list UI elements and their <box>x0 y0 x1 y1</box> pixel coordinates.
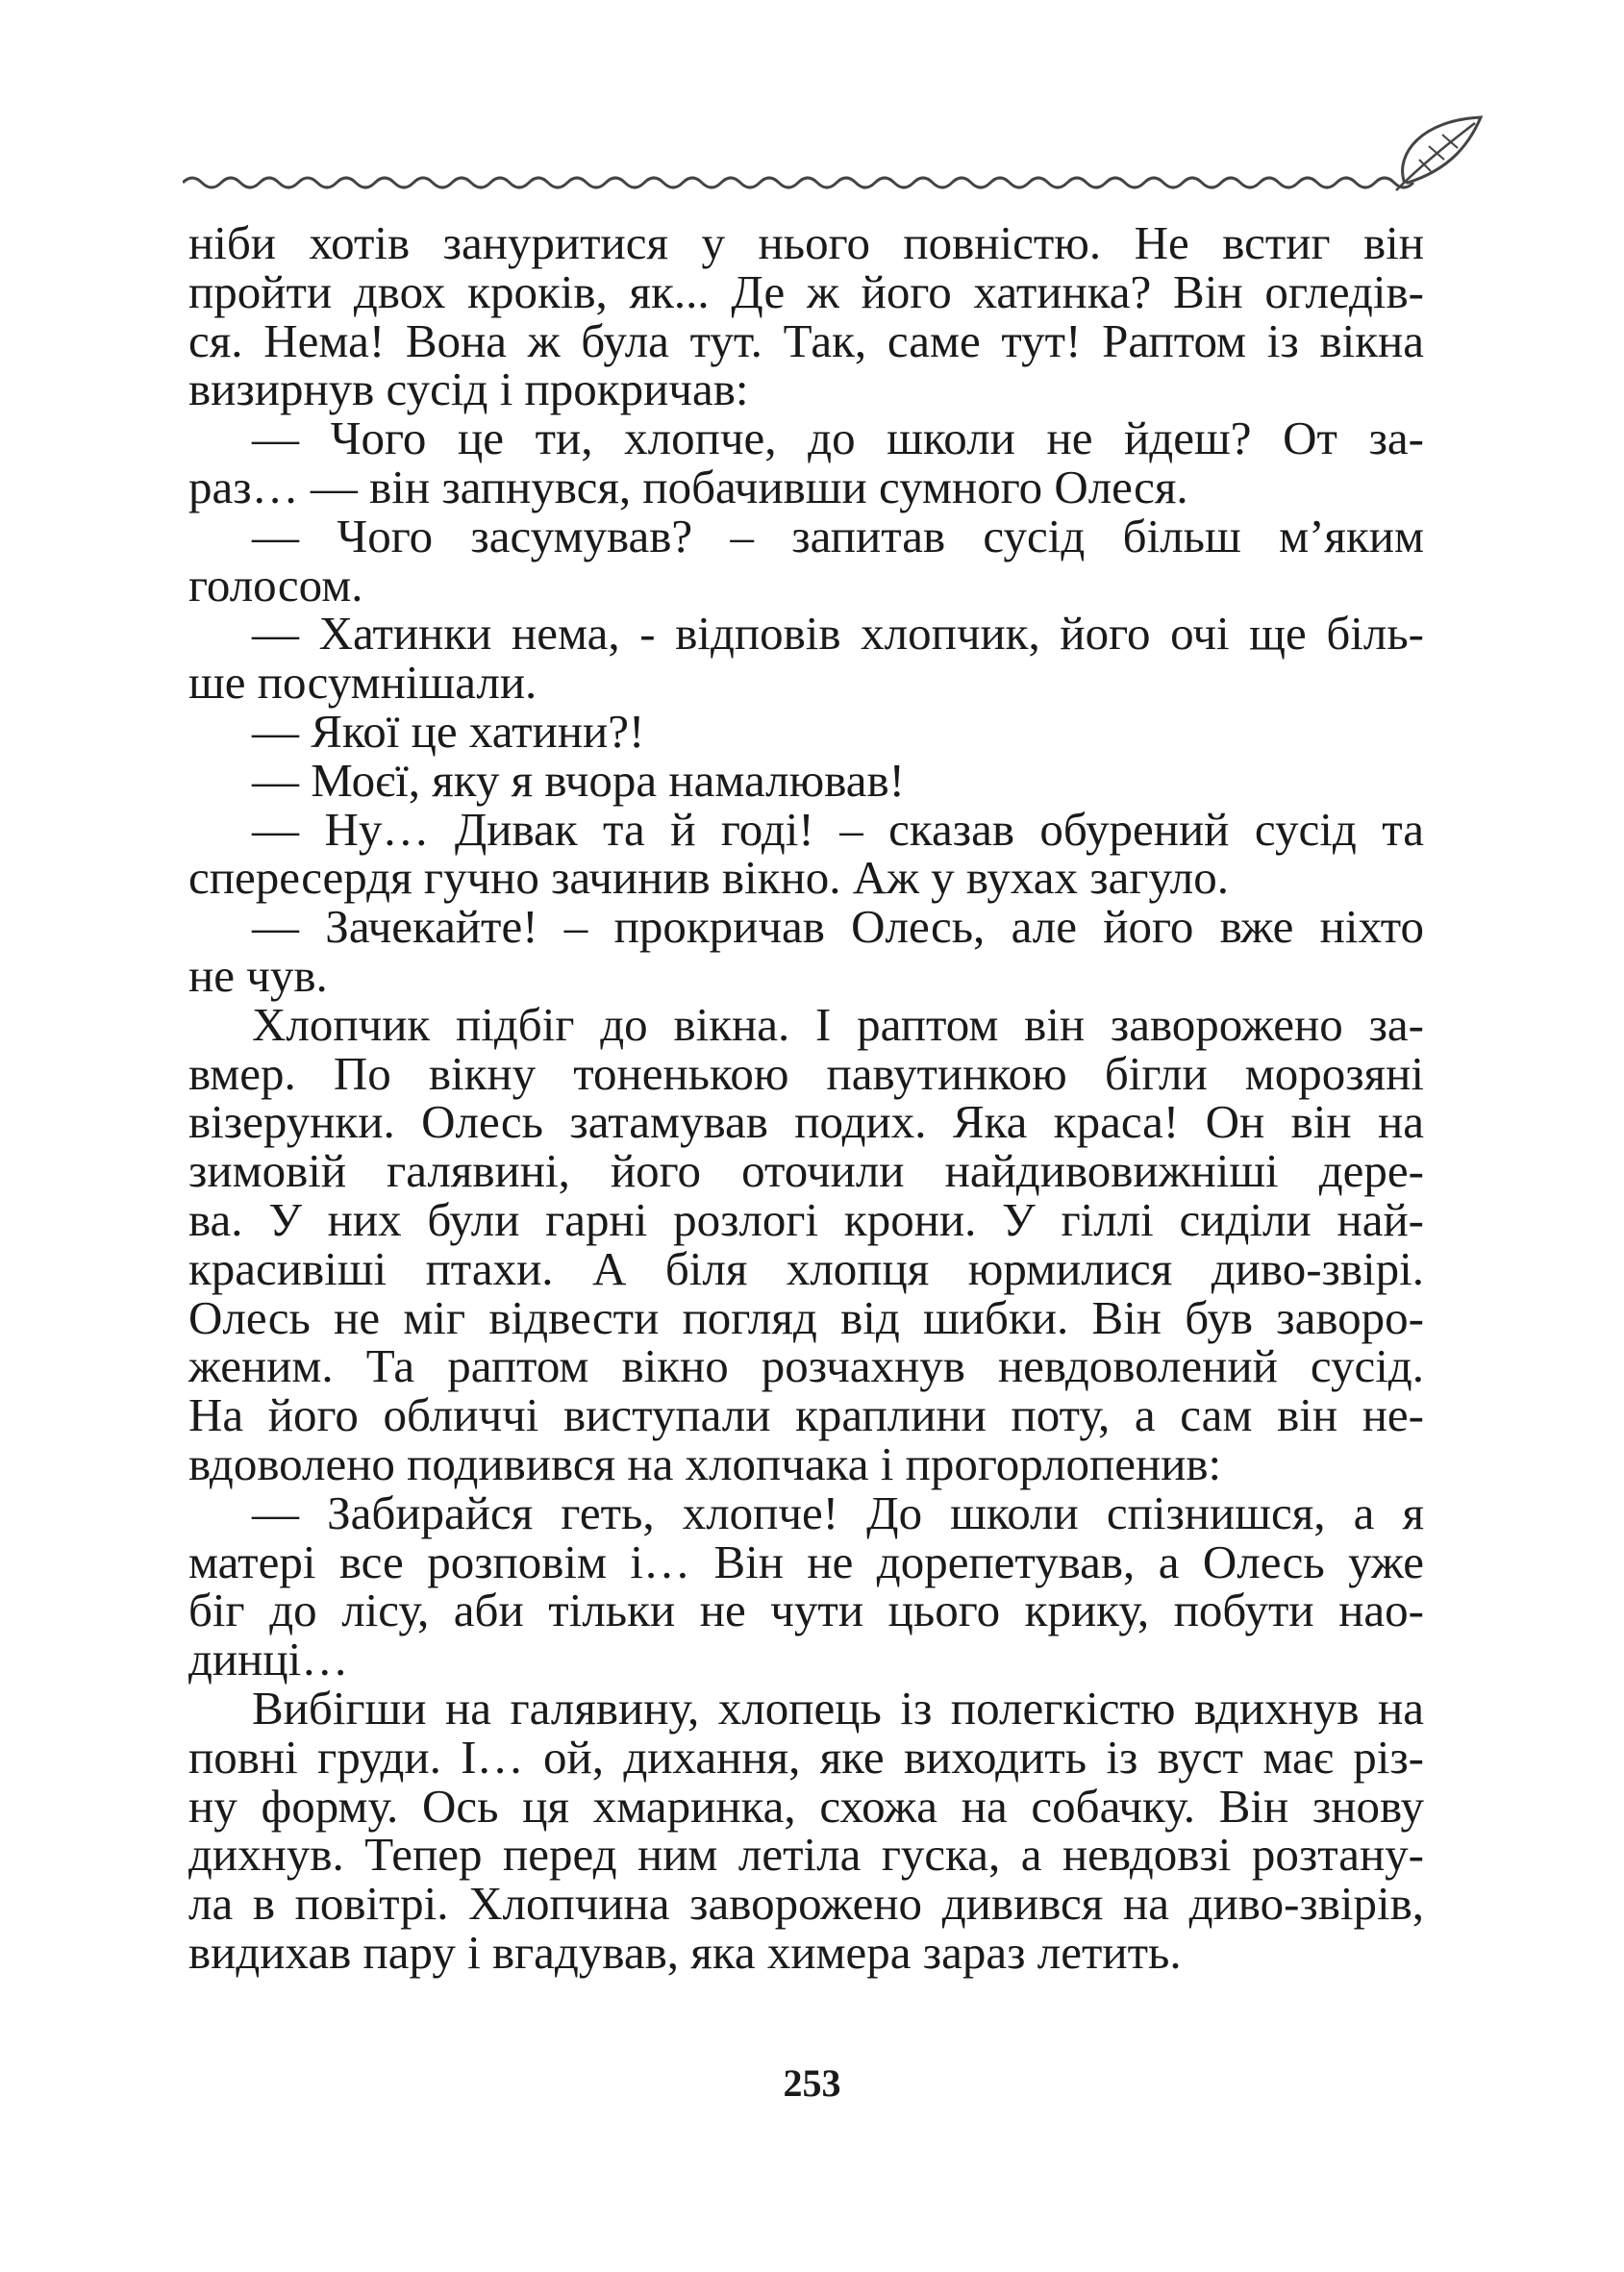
text-line: дихнув. Тепер перед ним летіла гуска, а невдовзі розтану- <box>188 1828 1424 1882</box>
text-line: ше посумнішали. <box>188 656 537 710</box>
text-line: пройти двох кроків, як... Де ж його хатинка? Він огледів- <box>188 264 1424 318</box>
text-line: вмер. По вікну тоненькою павутинкою бігли морозяні <box>188 1046 1424 1100</box>
page-number: 253 <box>783 2061 841 2105</box>
text-line: зимовій галявині, його оточили найдивовижніші дере- <box>188 1144 1424 1198</box>
text-line: — Чого засумував? – запитав сусід більш м’яким <box>252 509 1424 562</box>
text-line: Вибігши на галявину, хлопець із полегкістю вдихнув на <box>252 1681 1424 1735</box>
text-line: — Зачекайте! – прокричав Олесь, але його вже ніхто <box>252 900 1424 954</box>
text-line: голосом. <box>188 558 363 612</box>
text-line: матері все розповім і… Він не дорепетував, а Олесь уже <box>188 1535 1424 1588</box>
text-line: ва. У них були гарні розлогі крони. У гіллі сиділи най- <box>188 1192 1424 1246</box>
feather-icon <box>1396 117 1481 190</box>
text-line: На його обличчі виступали краплини поту, а сам він не- <box>188 1388 1424 1442</box>
text-line: динці… <box>188 1633 349 1686</box>
wave-divider-with-feather-icon <box>183 106 1490 202</box>
text-line: ся. Нема! Вона ж була тут. Так, саме тут! Раптом із вікна <box>188 313 1424 367</box>
text-line: — Ну… Дивак та й годі! – сказав обурений сусід та <box>252 802 1424 856</box>
text-line: ну форму. Ось ця хмаринка, схожа на собачку. Він знову <box>188 1779 1424 1833</box>
text-line: — Забирайся геть, хлопче! До школи спізнишся, а я <box>252 1486 1424 1539</box>
text-line: ніби хотів зануритися у нього повністю. Не встиг він <box>188 216 1424 269</box>
text-line: видихав пару і вгадував, яка химера зараз летить. <box>188 1925 1182 1979</box>
text-line: візерунки. Олесь затамував подих. Яка краса! Он він на <box>188 1095 1424 1149</box>
text-line: — Хатинки нема, - відповів хлопчик, його очі ще біль- <box>252 607 1424 661</box>
text-line: — Чого це ти, хлопче, до школи не йдеш? От за- <box>252 412 1424 465</box>
text-line: вдоволено подивився на хлопчака і прогорлопенив: <box>188 1436 1222 1490</box>
text-line: ла в повітрі. Хлопчина заворожено дивився на диво-звірів, <box>188 1877 1424 1931</box>
text-line: раз… — він запнувся, побачивши сумного Олеся. <box>188 460 1188 513</box>
text-line: спересердя гучно зачинив вікно. Аж у вухах загуло. <box>188 851 1229 905</box>
text-line: Хлопчик підбіг до вікна. І раптом він заворожено за- <box>252 997 1424 1051</box>
story-text <box>188 216 1424 1979</box>
text-line: визирнув сусід і прокричав: <box>188 362 749 416</box>
text-line: красивіші птахи. А біля хлопця юрмилися диво-звірі. <box>188 1241 1424 1295</box>
text-line: — Якої це хатини?! <box>252 704 645 758</box>
text-line: Олесь не міг відвести погляд від шибки. Він був заворо- <box>188 1290 1424 1344</box>
text-line: женим. Та раптом вікно розчахнув невдоволений сусід. <box>188 1339 1424 1393</box>
wave-line <box>183 178 1413 187</box>
text-line: біг до лісу, аби тільки не чути цього крику, побути нао- <box>188 1584 1424 1637</box>
text-line: повні груди. І… ой, дихання, яке виходить із вуст має різ- <box>188 1730 1424 1784</box>
text-line: не чув. <box>188 948 328 1002</box>
text-line: — Моєї, яку я вчора намалював! <box>252 753 905 807</box>
